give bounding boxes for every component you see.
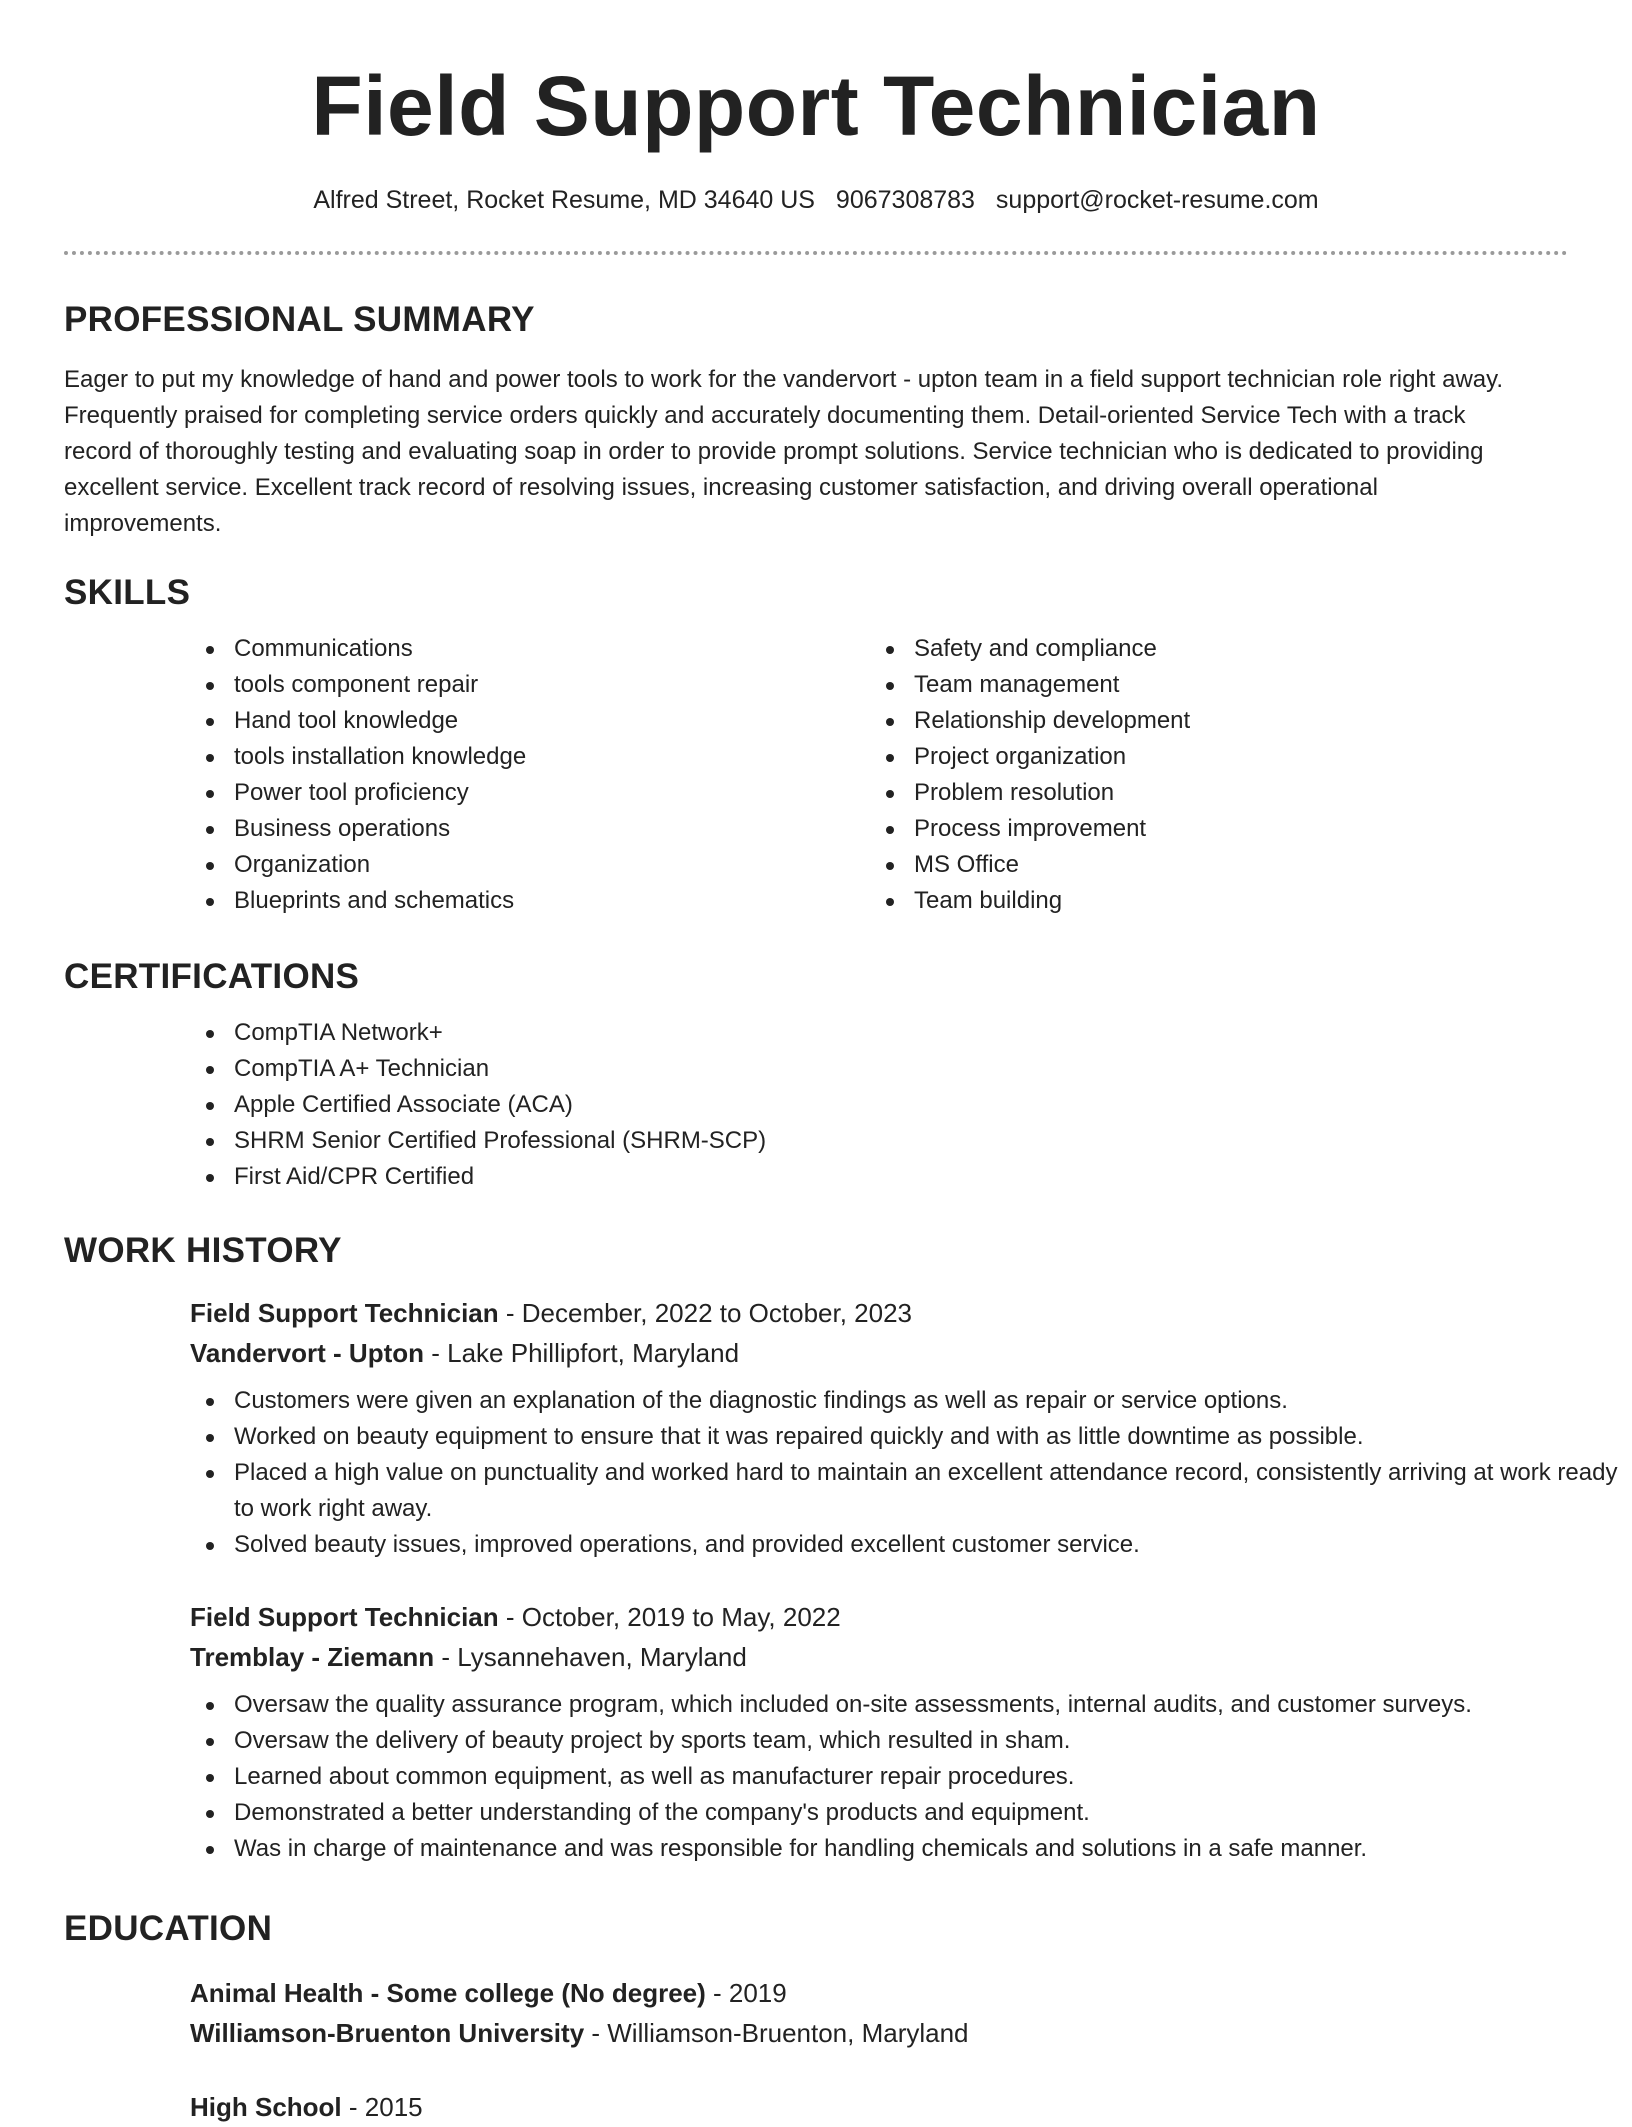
education-entry — [190, 1973, 1568, 2053]
job-bullet: Worked on beauty equipment to ensure that it was repaired quickly and with as little downtime as possible. — [190, 1419, 1630, 1455]
job-entry — [190, 1293, 1618, 1563]
contact-address: Alfred Street, Rocket Resume, MD 34640 US — [313, 186, 815, 214]
job-location: - Lysannehaven, Maryland — [434, 1642, 747, 1672]
job-company: Vandervort - Upton — [190, 1338, 425, 1368]
education-year: - 2019 — [705, 1978, 787, 2008]
skill-item: MS Office — [870, 847, 1550, 883]
skills-list-right — [870, 631, 1550, 919]
skill-item: Team management — [870, 667, 1550, 703]
education-school-line — [190, 2013, 1568, 2053]
education-degree: Animal Health - Some college (No degree) — [190, 1978, 706, 2008]
education-degree-line — [190, 2087, 1568, 2127]
skill-item: Blueprints and schematics — [190, 883, 870, 919]
certification-item: CompTIA Network+ — [190, 1015, 1568, 1051]
skills-list-left — [190, 631, 870, 919]
skill-item: Project organization — [870, 739, 1550, 775]
job-title: Field Support Technician — [190, 1298, 499, 1328]
job-company-line — [190, 1333, 1568, 1373]
skills-heading: SKILLS — [64, 573, 191, 612]
education-location: - Williamson-Bruenton, Maryland — [584, 2018, 969, 2048]
job-bullet: Was in charge of maintenance and was responsible for handling chemicals and solutions in a safe manner. — [190, 1831, 1630, 1867]
job-bullet: Placed a high value on punctuality and worked hard to maintain an excellent attendance record, consistently arriving at work ready to work right away. — [190, 1455, 1630, 1527]
education-heading: EDUCATION — [64, 1909, 273, 1948]
job-company-line — [190, 1637, 1568, 1677]
resume-page — [64, 0, 1618, 2122]
summary-text: Eager to put my knowledge of hand and power tools to work for the vandervort - upton team in a field support technician role right away. Frequently praised for completing service orders quickly and accurately documenting them. Detail-oriented Service Tech with a track record of thoroughly testing and evaluating soap in order to provide prompt solutions. Service technician who is dedicated to providing excellent service. Excellent track record of resolving issues, increasing customer satisfaction, and driving overall operational improvements. — [64, 366, 1504, 537]
job-location: - Lake Phillipfort, Maryland — [424, 1338, 740, 1368]
skill-item: Process improvement — [870, 811, 1550, 847]
job-bullet: Solved beauty issues, improved operations, and provided excellent customer service. — [190, 1527, 1630, 1563]
job-bullets — [190, 1383, 1618, 1563]
contact-phone: 9067308783 — [835, 186, 975, 214]
skill-item: Power tool proficiency — [190, 775, 870, 811]
job-company: Tremblay - Ziemann — [190, 1642, 435, 1672]
job-title-line — [190, 1597, 1568, 1637]
job-bullet: Demonstrated a better understanding of the company's products and equipment. — [190, 1795, 1630, 1831]
skill-item: tools installation knowledge — [190, 739, 870, 775]
job-bullet: Customers were given an explanation of the diagnostic findings as well as repair or service options. — [190, 1383, 1630, 1419]
resume-title: Field Support Technician — [311, 59, 1321, 153]
skills-columns — [190, 631, 1568, 919]
certifications-section — [64, 955, 1568, 1195]
skills-section — [64, 571, 1568, 919]
job-title-line — [190, 1293, 1568, 1333]
job-bullet: Oversaw the quality assurance program, which included on-site assessments, internal audits, and customer surveys. — [190, 1687, 1630, 1723]
job-bullet: Oversaw the delivery of beauty project by sports team, which resulted in sham. — [190, 1723, 1630, 1759]
summary-section — [64, 298, 1568, 542]
certifications-list — [190, 1015, 1568, 1195]
job-entry — [190, 1597, 1568, 1867]
education-year: - 2015 — [341, 2092, 423, 2122]
skill-item: Communications — [190, 631, 870, 667]
skill-item: Relationship development — [870, 703, 1550, 739]
job-dates: - December, 2022 to October, 2023 — [498, 1298, 913, 1328]
job-bullets — [190, 1687, 1568, 1867]
certification-item: First Aid/CPR Certified — [190, 1159, 1568, 1195]
education-entry — [190, 2087, 1568, 2127]
job-title: Field Support Technician — [190, 1602, 499, 1632]
work-history-heading: WORK HISTORY — [64, 1231, 342, 1270]
education-degree-line — [190, 1973, 1568, 2013]
education-section — [64, 1907, 1568, 2127]
skill-item: Problem resolution — [870, 775, 1550, 811]
skill-item: Business operations — [190, 811, 870, 847]
skill-item: Organization — [190, 847, 870, 883]
certification-item: SHRM Senior Certified Professional (SHRM-SCP) — [190, 1123, 1568, 1159]
contact-email: support@rocket-resume.com — [995, 186, 1319, 214]
summary-heading: PROFESSIONAL SUMMARY — [64, 300, 535, 339]
skill-item: Hand tool knowledge — [190, 703, 870, 739]
skill-item: tools component repair — [190, 667, 870, 703]
work-history-section — [64, 1229, 1618, 1867]
header-divider — [64, 251, 1568, 255]
certification-item: CompTIA A+ Technician — [190, 1051, 1568, 1087]
skill-item: Safety and compliance — [870, 631, 1550, 667]
skill-item: Team building — [870, 883, 1550, 919]
certification-item: Apple Certified Associate (ACA) — [190, 1087, 1568, 1123]
certifications-heading: CERTIFICATIONS — [64, 957, 360, 996]
contact-line — [64, 183, 1568, 217]
education-school: Williamson-Bruenton University — [190, 2018, 585, 2048]
job-bullet: Learned about common equipment, as well as manufacturer repair procedures. — [190, 1759, 1630, 1795]
job-dates: - October, 2019 to May, 2022 — [498, 1602, 841, 1632]
education-degree: High School — [190, 2092, 342, 2122]
